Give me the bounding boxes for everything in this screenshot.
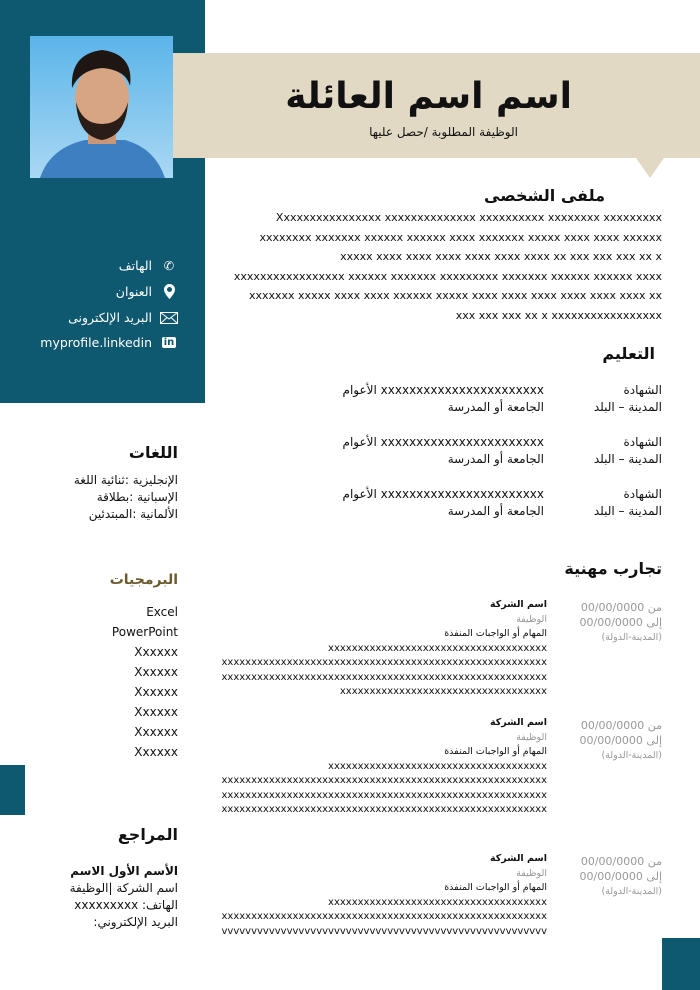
software-heading: البرمجيات	[109, 572, 178, 588]
experience-item	[222, 598, 548, 700]
software-item: Xxxxxx	[134, 645, 178, 659]
role: الوظيفة	[516, 867, 547, 879]
place: (المدينة-الدولة)	[601, 750, 662, 761]
reference-name: الأسم الأول الاسم	[70, 864, 178, 878]
duty-line: vvvvvvvvvvvvvvvvvvvvvvvvvvvvvvvvvvvvvvvvvvvvvvvvvvvvvvv	[221, 925, 547, 937]
duties-heading: المهام أو الواجبات المنفذة	[444, 746, 547, 757]
profile-text	[234, 208, 662, 325]
experience-dates	[580, 718, 662, 763]
place: (المدينة-الدولة)	[601, 632, 662, 643]
language-item: الإسبانية :بطلاقة	[96, 490, 178, 504]
reference-email: البريد الإلكتروني:	[93, 915, 178, 929]
degree: الشهادة	[623, 435, 662, 449]
experience-dates	[580, 600, 662, 645]
software-item: Xxxxxx	[134, 745, 178, 759]
banner-pointer	[636, 158, 664, 178]
software-item: Xxxxxx	[134, 685, 178, 699]
profile-line: xxxxx xxxx xxxx xxxx xxxx xxxx xxxx xx xxx xxx xxx xx x	[340, 250, 662, 263]
date-from: من 00/00/0000	[580, 601, 662, 614]
full-name: اسم اسم العائلة	[285, 76, 572, 117]
duty-line: xxxxxxxxxxxxxxxxxxxxxxxxxxxxxxxxxxxxxxxxxxxxxxxxxxxxxxx	[221, 657, 547, 668]
duty-line: xxxxxxxxxxxxxxxxxxxxxxxxxxxxxxxxxxxxxxxxxxxxxxxxxxxxxxx	[221, 775, 547, 786]
education-details	[343, 486, 544, 520]
education-item	[594, 486, 662, 520]
experience-item	[222, 716, 548, 818]
education-item	[594, 434, 662, 468]
duty-line: xxxxxxxxxxxxxxxxxxxxxxxxxxxxxxxxxxxxx	[328, 642, 547, 654]
location-pin-icon	[160, 284, 178, 299]
phone-icon: ✆	[163, 258, 175, 273]
experience-item	[222, 852, 548, 939]
reference-entry	[70, 863, 178, 931]
location: المدينة – البلد	[593, 452, 662, 466]
location: المدينة – البلد	[593, 504, 662, 518]
school: الجامعة أو المدرسة	[447, 504, 544, 518]
duty-line: xxxxxxxxxxxxxxxxxxxxxxxxxxxxxxxxxxx	[339, 686, 547, 697]
references-heading: المراجع	[117, 825, 178, 844]
date-from: من 00/00/0000	[580, 719, 662, 732]
reference-company: اسم الشركة |الوظيفة	[69, 881, 178, 895]
duty-line: xxxxxxxxxxxxxxxxxxxxxxxxxxxxxxxxxxxxxxxxxxxxxxxxxxxxxxx	[221, 804, 547, 815]
company: اسم الشركة	[489, 853, 547, 864]
profile-photo	[30, 36, 173, 178]
profile-line: xxxxxxxx xxxxxxx xxxxxx xxxxxx xxxx xxxxxxx xxxxx xxxx xxxx xxxxxx	[259, 230, 662, 244]
duty-line: xxxxxxxxxxxxxxxxxxxxxxxxxxxxxxxxxxxxx	[328, 896, 547, 908]
software-item: Excel	[146, 605, 178, 619]
experience-dates	[580, 854, 662, 899]
duty-line: xxxxxxxxxxxxxxxxxxxxxxxxxxxxxxxxxxxxx	[328, 760, 547, 772]
date-to: إلى 00/00/0000	[579, 616, 662, 629]
role: الوظيفة	[516, 613, 547, 625]
profile-line: xxxxxxx xxxxx xxxx xxxx xxxxxx xxxxx xxxx xxxx xxxx xxxx xxxx xxxx xx	[248, 289, 662, 302]
profile-heading: ملفى الشخصى	[484, 186, 605, 205]
company: اسم الشركة	[489, 717, 547, 728]
degree: الشهادة	[623, 383, 662, 397]
experience-heading: تجارب مهنية	[564, 559, 662, 578]
date-from: من 00/00/0000	[580, 855, 662, 868]
job-title: الوظيفة المطلوبة /حصل عليها	[369, 125, 518, 139]
contact-label: البريد الإلكترونى	[68, 310, 152, 325]
role: الوظيفة	[516, 731, 547, 743]
profile-line: xxxxxxxxxxxxxxxxx xxxxxx xxxxxxx xxxxxxxxx xxxxxxx xxxxxx xxxxxx xxxx	[233, 269, 662, 283]
school: الجامعة أو المدرسة	[447, 452, 544, 466]
contact-email	[68, 310, 178, 325]
software-item: Xxxxxx	[134, 725, 178, 739]
contact-address	[116, 284, 178, 299]
date-to: إلى 00/00/0000	[579, 870, 662, 883]
decor-block	[0, 765, 25, 815]
software-item: PowerPoint	[111, 625, 178, 639]
education-heading: التعليم	[602, 344, 655, 363]
profile-line: Xxxxxxxxxxxxxxxx xxxxxxxxxxxxxx xxxxxxxxxx xxxxxxxx xxxxxxxxx	[275, 211, 662, 224]
profile-line: xxx xxx xxx xx x xxxxxxxxxxxxxxxxx	[455, 308, 662, 322]
education-item	[594, 382, 662, 416]
duties-heading: المهام أو الواجبات المنفذة	[444, 882, 547, 893]
place: (المدينة-الدولة)	[601, 886, 662, 897]
linkedin-link[interactable]: myprofile.linkedin	[40, 335, 152, 350]
date-to: إلى 00/00/0000	[579, 734, 662, 747]
company: اسم الشركة	[489, 599, 547, 610]
degree: الشهادة	[623, 487, 662, 501]
duty-line: xxxxxxxxxxxxxxxxxxxxxxxxxxxxxxxxxxxxxxxxxxxxxxxxxxxxxxx	[221, 789, 547, 801]
education-details	[343, 434, 544, 468]
languages-heading: اللغات	[128, 443, 178, 462]
location: المدينة – البلد	[593, 400, 662, 414]
language-item: الألمانية :المبتدئين	[88, 507, 178, 521]
software-item: Xxxxxx	[134, 665, 178, 679]
linkedin-icon: in	[163, 337, 175, 348]
software-item: Xxxxxx	[134, 705, 178, 719]
years: xxxxxxxxxxxxxxxxxxxxxxx الأعوام	[342, 487, 544, 501]
duty-line: xxxxxxxxxxxxxxxxxxxxxxxxxxxxxxxxxxxxxxxxxxxxxxxxxxxxxxx	[221, 671, 547, 683]
school: الجامعة أو المدرسة	[447, 400, 544, 414]
duty-line: xxxxxxxxxxxxxxxxxxxxxxxxxxxxxxxxxxxxxxxxxxxxxxxxxxxxxxx	[221, 911, 547, 922]
contact-phone	[119, 258, 178, 273]
contact-label: العنوان	[115, 284, 152, 299]
education-details	[343, 382, 544, 416]
decor-block	[662, 938, 700, 990]
language-item: الإنجليزية :ثنائية اللغة	[73, 473, 178, 487]
software-list	[112, 602, 178, 762]
contact-linkedin[interactable]	[40, 335, 178, 350]
duties-heading: المهام أو الواجبات المنفذة	[444, 628, 547, 639]
years: xxxxxxxxxxxxxxxxxxxxxxx الأعوام	[342, 383, 544, 397]
languages-list	[74, 472, 178, 523]
years: xxxxxxxxxxxxxxxxxxxxxxx الأعوام	[342, 435, 544, 449]
envelope-icon	[160, 312, 178, 324]
contact-label: الهاتف	[118, 258, 152, 273]
reference-phone: الهاتف: xxxxxxxxx	[74, 898, 178, 912]
